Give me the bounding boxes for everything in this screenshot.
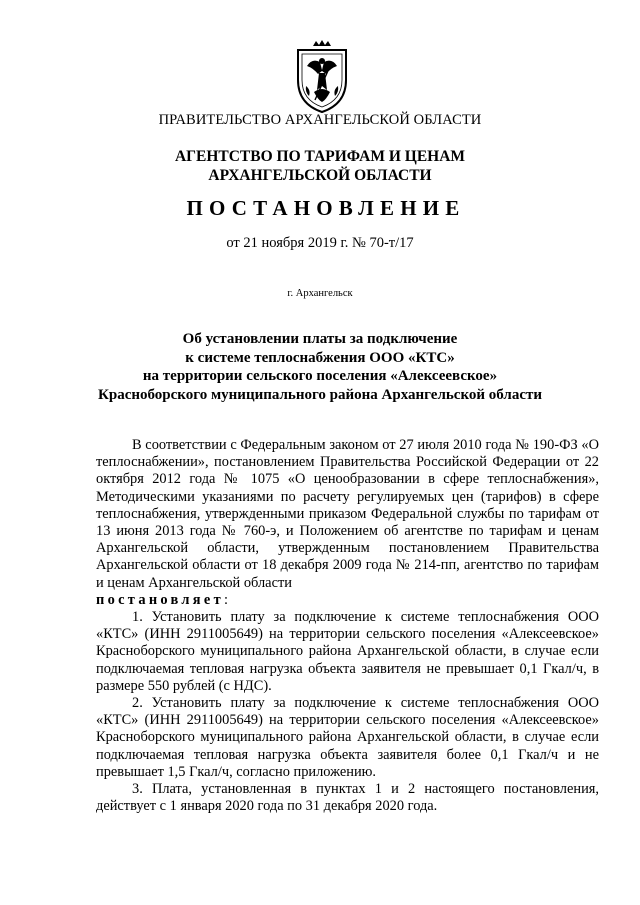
subject-line4: Красноборского муниципального района Архангельской области — [97, 386, 543, 403]
date-number: от 21 ноября 2019 г. № 70-т/17 — [226, 235, 414, 251]
preamble-paragraph: В соответствии с Федеральным законом от 27 июля 2010 года № 190-ФЗ «О теплоснабжении», постановлением Правительства Российской Федерации от 22 октября 2012 года № 1075 «О ценообразовании в сфере теплоснабжения», Методическими указаниями по расчету регулируемых цен (тарифов) в сфере теплоснабжения, утвержденными приказом Федеральной службы по тарифам от 13 июня 2013 года № 760-э, и Положением об агентстве по тарифам и ценам Архангельской области, утвержденным постановлением Правительства Архангельской области от 18 декабря 2009 года № 214-пп, агентство по тарифам и ценам Архангельской области — [96, 437, 599, 591]
resolves-word: постановляет — [96, 591, 224, 608]
document-type: ПОСТАНОВЛЕНИЕ — [186, 196, 466, 220]
item-1-paragraph: 1. Установить плату за подключение к системе теплоснабжения ООО «КТС» (ИНН 2911005649) на территории сельского поселения «Алексеевское» Красноборского муниципального района Архангельской области, в случае если подключаемая тепловая нагрузка объекта заявителя не превышает 0,1 Гкал/ч, в размере 550 рублей (с НДС). — [96, 609, 599, 694]
coat-of-arms-emblem — [293, 40, 351, 114]
subject-line1: Об установлении платы за подключение — [182, 331, 458, 347]
subject-line3: на территории сельского поселения «Алексеевское» — [142, 368, 498, 385]
city: г. Архангельск — [287, 288, 353, 299]
agency-title-line2: АРХАНГЕЛЬСКОЙ ОБЛАСТИ — [208, 167, 432, 184]
resolves-line — [96, 592, 599, 609]
agency-title — [0, 147, 640, 185]
document-body — [96, 437, 599, 815]
resolves-colon: : — [223, 591, 228, 608]
agency-title-line1: АГЕНТСТВО ПО ТАРИФАМ И ЦЕНАМ — [174, 148, 466, 165]
subject-line2: к системе теплоснабжения ООО «КТС» — [185, 349, 455, 366]
document-subject — [0, 330, 640, 404]
item-3-paragraph: 3. Плата, установленная в пунктах 1 и 2 настоящего постановления, действует с 1 января 2020 года по 31 декабря 2020 года. — [96, 781, 599, 815]
item-2-paragraph: 2. Установить плату за подключение к системе теплоснабжения ООО «КТС» (ИНН 2911005649) на территории сельского поселения «Алексеевское» Красноборского муниципального района Архангельской области, в случае если подключаемая тепловая нагрузка объекта заявителя более 0,1 Гкал/ч и не превышает 1,5 Гкал/ч, согласно приложению. — [96, 695, 599, 780]
government-title: ПРАВИТЕЛЬСТВО АРХАНГЕЛЬСКОЙ ОБЛАСТИ — [158, 112, 482, 128]
